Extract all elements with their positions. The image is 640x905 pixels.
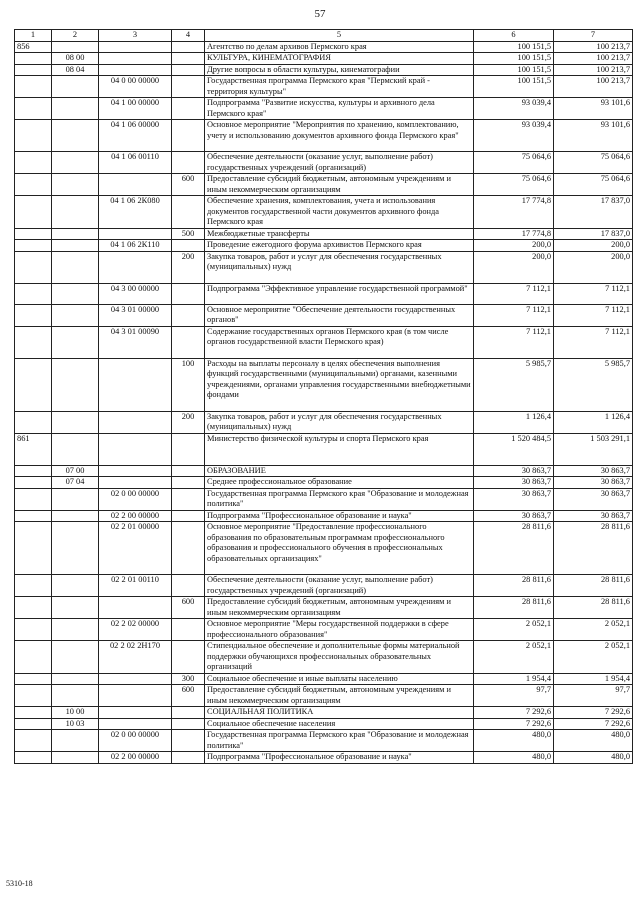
grbs-code-cell: 856 xyxy=(15,41,52,53)
section-code-cell xyxy=(52,411,99,433)
target-article-cell xyxy=(99,228,172,240)
grbs-code-cell xyxy=(15,411,52,433)
header-cell: 5 xyxy=(205,30,474,42)
table-row xyxy=(15,174,633,196)
section-code-cell xyxy=(52,120,99,152)
description-cell: Предоставление субсидий бюджетным, автономным учреждениям и иным некоммерческим организациям xyxy=(205,685,474,707)
expense-type-cell: 600 xyxy=(172,685,205,707)
grbs-code-cell xyxy=(15,707,52,719)
grbs-code-cell xyxy=(15,251,52,283)
grbs-code-cell xyxy=(15,718,52,730)
section-code-cell xyxy=(52,510,99,522)
expense-type-cell xyxy=(172,53,205,65)
table-row xyxy=(15,228,633,240)
header-cell: 4 xyxy=(172,30,205,42)
header-cell: 7 xyxy=(554,30,633,42)
target-article-cell xyxy=(99,174,172,196)
section-code-cell: 07 04 xyxy=(52,477,99,489)
target-article-cell: 02 0 00 00000 xyxy=(99,730,172,752)
description-cell: Обеспечение деятельности (оказание услуг, выполнение работ) государственных учреждений (организаций) xyxy=(205,152,474,174)
amount-2020-cell: 2 052,1 xyxy=(554,641,633,674)
section-code-cell xyxy=(52,433,99,465)
description-cell: Содержание государственных органов Пермского края (в том числе органов государственной власти Пермского края) xyxy=(205,326,474,358)
expense-type-cell xyxy=(172,707,205,719)
amount-2020-cell: 7 112,1 xyxy=(554,304,633,326)
grbs-code-cell xyxy=(15,304,52,326)
target-article-cell: 04 1 06 00110 xyxy=(99,152,172,174)
amount-2019-cell: 30 863,7 xyxy=(474,510,554,522)
section-code-cell: 08 04 xyxy=(52,64,99,76)
description-cell: ОБРАЗОВАНИЕ xyxy=(205,465,474,477)
table-row xyxy=(15,718,633,730)
description-cell: Закупка товаров, работ и услуг для обеспечения государственных (муниципальных) нужд xyxy=(205,251,474,283)
expense-type-cell xyxy=(172,510,205,522)
target-article-cell xyxy=(99,64,172,76)
amount-2020-cell: 1 954,4 xyxy=(554,673,633,685)
table-row xyxy=(15,510,633,522)
grbs-code-cell xyxy=(15,228,52,240)
section-code-cell: 08 00 xyxy=(52,53,99,65)
expense-type-cell xyxy=(172,76,205,98)
grbs-code-cell xyxy=(15,685,52,707)
target-article-cell: 02 2 01 00000 xyxy=(99,522,172,575)
target-article-cell xyxy=(99,477,172,489)
expense-type-cell: 600 xyxy=(172,597,205,619)
expense-type-cell xyxy=(172,152,205,174)
table-row xyxy=(15,98,633,120)
section-code-cell xyxy=(52,283,99,304)
amount-2020-cell: 7 112,1 xyxy=(554,283,633,304)
expense-type-cell xyxy=(172,641,205,674)
grbs-code-cell xyxy=(15,641,52,674)
table-row xyxy=(15,730,633,752)
section-code-cell xyxy=(52,196,99,229)
section-code-cell xyxy=(52,174,99,196)
table-row xyxy=(15,707,633,719)
expense-type-cell xyxy=(172,64,205,76)
section-code-cell xyxy=(52,752,99,764)
description-cell: Предоставление субсидий бюджетным, автономным учреждениям и иным некоммерческим организациям xyxy=(205,597,474,619)
section-code-cell xyxy=(52,251,99,283)
amount-2019-cell: 17 774,8 xyxy=(474,196,554,229)
amount-2020-cell: 75 064,6 xyxy=(554,152,633,174)
expense-type-cell xyxy=(172,240,205,252)
target-article-cell xyxy=(99,685,172,707)
table-row xyxy=(15,575,633,597)
amount-2019-cell: 30 863,7 xyxy=(474,465,554,477)
section-code-cell: 10 00 xyxy=(52,707,99,719)
description-cell: КУЛЬТУРА, КИНЕМАТОГРАФИЯ xyxy=(205,53,474,65)
amount-2019-cell: 17 774,8 xyxy=(474,228,554,240)
table-row xyxy=(15,240,633,252)
description-cell: Подпрограмма "Эффективное управление государственной программой" xyxy=(205,283,474,304)
amount-2019-cell: 1 520 484,5 xyxy=(474,433,554,465)
description-cell: Стипендиальное обеспечение и дополнительные формы материальной поддержки обучающихся профессиональных образовательных организаций xyxy=(205,641,474,674)
amount-2020-cell: 17 837,0 xyxy=(554,196,633,229)
table-row xyxy=(15,76,633,98)
grbs-code-cell xyxy=(15,53,52,65)
grbs-code-cell xyxy=(15,730,52,752)
expense-type-cell: 500 xyxy=(172,228,205,240)
amount-2019-cell: 28 811,6 xyxy=(474,575,554,597)
section-code-cell xyxy=(52,240,99,252)
target-article-cell: 04 1 00 00000 xyxy=(99,98,172,120)
expense-type-cell: 300 xyxy=(172,673,205,685)
description-cell: Государственная программа Пермского края "Образование и молодежная политика" xyxy=(205,730,474,752)
grbs-code-cell xyxy=(15,358,52,411)
header-row xyxy=(15,30,633,42)
expense-type-cell xyxy=(172,326,205,358)
table-row xyxy=(15,196,633,229)
target-article-cell: 04 0 00 00000 xyxy=(99,76,172,98)
amount-2020-cell: 200,0 xyxy=(554,240,633,252)
description-cell: Основное мероприятие "Меры государственной поддержки в сфере профессионального образования" xyxy=(205,619,474,641)
table-row xyxy=(15,283,633,304)
amount-2019-cell: 480,0 xyxy=(474,730,554,752)
amount-2020-cell: 17 837,0 xyxy=(554,228,633,240)
expense-type-cell xyxy=(172,465,205,477)
grbs-code-cell xyxy=(15,283,52,304)
target-article-cell xyxy=(99,251,172,283)
description-cell: Межбюджетные трансферты xyxy=(205,228,474,240)
expense-type-cell xyxy=(172,730,205,752)
table-row xyxy=(15,522,633,575)
amount-2019-cell: 30 863,7 xyxy=(474,477,554,489)
table-row xyxy=(15,465,633,477)
amount-2020-cell: 30 863,7 xyxy=(554,488,633,510)
target-article-cell xyxy=(99,41,172,53)
header-cell: 3 xyxy=(99,30,172,42)
description-cell: Среднее профессиональное образование xyxy=(205,477,474,489)
page-number: 57 xyxy=(314,8,326,20)
amount-2020-cell: 28 811,6 xyxy=(554,597,633,619)
grbs-code-cell xyxy=(15,98,52,120)
table-row xyxy=(15,433,633,465)
amount-2019-cell: 100 151,5 xyxy=(474,76,554,98)
grbs-code-cell xyxy=(15,510,52,522)
expense-type-cell xyxy=(172,619,205,641)
section-code-cell xyxy=(52,619,99,641)
description-cell: Обеспечение хранения, комплектования, учета и использования документов государственной части документов архивного фонда Пермского края xyxy=(205,196,474,229)
grbs-code-cell xyxy=(15,465,52,477)
target-article-cell xyxy=(99,465,172,477)
expense-type-cell xyxy=(172,752,205,764)
table-row xyxy=(15,641,633,674)
amount-2020-cell: 30 863,7 xyxy=(554,510,633,522)
section-code-cell xyxy=(52,522,99,575)
section-code-cell xyxy=(52,326,99,358)
amount-2019-cell: 7 292,6 xyxy=(474,718,554,730)
description-cell: Министерство физической культуры и спорта Пермского края xyxy=(205,433,474,465)
grbs-code-cell xyxy=(15,597,52,619)
expense-type-cell xyxy=(172,575,205,597)
section-code-cell xyxy=(52,304,99,326)
budget-table xyxy=(14,29,633,764)
grbs-code-cell xyxy=(15,619,52,641)
description-cell: СОЦИАЛЬНАЯ ПОЛИТИКА xyxy=(205,707,474,719)
grbs-code-cell xyxy=(15,174,52,196)
grbs-code-cell xyxy=(15,76,52,98)
amount-2020-cell: 100 213,7 xyxy=(554,76,633,98)
grbs-code-cell xyxy=(15,64,52,76)
expense-type-cell xyxy=(172,98,205,120)
amount-2020-cell: 1 503 291,1 xyxy=(554,433,633,465)
description-cell: Предоставление субсидий бюджетным, автономным учреждениям и иным некоммерческим организациям xyxy=(205,174,474,196)
target-article-cell xyxy=(99,718,172,730)
section-code-cell xyxy=(52,152,99,174)
amount-2020-cell: 93 101,6 xyxy=(554,98,633,120)
grbs-code-cell xyxy=(15,477,52,489)
section-code-cell xyxy=(52,228,99,240)
amount-2019-cell: 5 985,7 xyxy=(474,358,554,411)
expense-type-cell: 200 xyxy=(172,411,205,433)
grbs-code-cell xyxy=(15,488,52,510)
description-cell: Государственная программа Пермского края "Образование и молодежная политика" xyxy=(205,488,474,510)
grbs-code-cell xyxy=(15,673,52,685)
section-code-cell xyxy=(52,641,99,674)
table-row xyxy=(15,304,633,326)
target-article-cell: 02 2 02 00000 xyxy=(99,619,172,641)
amount-2019-cell: 7 112,1 xyxy=(474,326,554,358)
section-code-cell xyxy=(52,41,99,53)
amount-2020-cell: 480,0 xyxy=(554,752,633,764)
description-cell: Расходы на выплаты персоналу в целях обеспечения выполнения функций государственными (муниципальными) органами, казенными учреждениями, органами управления государственными внебюджетными фондами xyxy=(205,358,474,411)
grbs-code-cell xyxy=(15,326,52,358)
table-row xyxy=(15,411,633,433)
amount-2019-cell: 100 151,5 xyxy=(474,53,554,65)
amount-2020-cell: 30 863,7 xyxy=(554,477,633,489)
target-article-cell: 02 2 02 2Н170 xyxy=(99,641,172,674)
section-code-cell xyxy=(52,98,99,120)
header-cell: 2 xyxy=(52,30,99,42)
amount-2019-cell: 2 052,1 xyxy=(474,641,554,674)
expense-type-cell xyxy=(172,283,205,304)
amount-2020-cell: 7 112,1 xyxy=(554,326,633,358)
amount-2019-cell: 30 863,7 xyxy=(474,488,554,510)
amount-2019-cell: 100 151,5 xyxy=(474,64,554,76)
description-cell: Основное мероприятие "Обеспечение деятельности государственных органов" xyxy=(205,304,474,326)
amount-2019-cell: 7 112,1 xyxy=(474,304,554,326)
grbs-code-cell xyxy=(15,752,52,764)
table-row xyxy=(15,326,633,358)
amount-2019-cell: 2 052,1 xyxy=(474,619,554,641)
section-code-cell xyxy=(52,575,99,597)
amount-2019-cell: 7 292,6 xyxy=(474,707,554,719)
expense-type-cell xyxy=(172,718,205,730)
amount-2019-cell: 200,0 xyxy=(474,251,554,283)
amount-2020-cell: 5 985,7 xyxy=(554,358,633,411)
amount-2020-cell: 28 811,6 xyxy=(554,575,633,597)
amount-2019-cell: 75 064,6 xyxy=(474,174,554,196)
table-row xyxy=(15,673,633,685)
expense-type-cell: 200 xyxy=(172,251,205,283)
section-code-cell: 07 00 xyxy=(52,465,99,477)
section-code-cell xyxy=(52,730,99,752)
amount-2020-cell: 7 292,6 xyxy=(554,718,633,730)
table-row xyxy=(15,152,633,174)
target-article-cell: 02 2 00 00000 xyxy=(99,510,172,522)
target-article-cell: 04 1 06 2К080 xyxy=(99,196,172,229)
footer-code: 5310-18 xyxy=(6,879,33,888)
amount-2020-cell: 200,0 xyxy=(554,251,633,283)
expense-type-cell xyxy=(172,488,205,510)
amount-2019-cell: 75 064,6 xyxy=(474,152,554,174)
amount-2020-cell: 7 292,6 xyxy=(554,707,633,719)
grbs-code-cell xyxy=(15,575,52,597)
description-cell: Агентство по делам архивов Пермского края xyxy=(205,41,474,53)
amount-2019-cell: 100 151,5 xyxy=(474,41,554,53)
table-row xyxy=(15,64,633,76)
amount-2020-cell: 1 126,4 xyxy=(554,411,633,433)
amount-2019-cell: 1 954,4 xyxy=(474,673,554,685)
table-row xyxy=(15,752,633,764)
amount-2020-cell: 100 213,7 xyxy=(554,41,633,53)
amount-2019-cell: 28 811,6 xyxy=(474,522,554,575)
expense-type-cell xyxy=(172,522,205,575)
expense-type-cell: 100 xyxy=(172,358,205,411)
target-article-cell xyxy=(99,673,172,685)
table-row xyxy=(15,477,633,489)
grbs-code-cell xyxy=(15,120,52,152)
table-row xyxy=(15,685,633,707)
section-code-cell xyxy=(52,685,99,707)
amount-2020-cell: 100 213,7 xyxy=(554,64,633,76)
table-row xyxy=(15,120,633,152)
expense-type-cell xyxy=(172,41,205,53)
description-cell: Государственная программа Пермского края "Пермский край - территория культуры" xyxy=(205,76,474,98)
grbs-code-cell xyxy=(15,240,52,252)
grbs-code-cell xyxy=(15,152,52,174)
expense-type-cell: 600 xyxy=(172,174,205,196)
amount-2020-cell: 100 213,7 xyxy=(554,53,633,65)
expense-type-cell xyxy=(172,196,205,229)
section-code-cell xyxy=(52,673,99,685)
expense-type-cell xyxy=(172,477,205,489)
section-code-cell xyxy=(52,358,99,411)
amount-2019-cell: 480,0 xyxy=(474,752,554,764)
target-article-cell xyxy=(99,411,172,433)
amount-2020-cell: 97,7 xyxy=(554,685,633,707)
amount-2019-cell: 97,7 xyxy=(474,685,554,707)
amount-2019-cell: 93 039,4 xyxy=(474,120,554,152)
table-row xyxy=(15,251,633,283)
target-article-cell: 04 3 00 00000 xyxy=(99,283,172,304)
description-cell: Социальное обеспечение населения xyxy=(205,718,474,730)
table-row xyxy=(15,358,633,411)
target-article-cell: 02 0 00 00000 xyxy=(99,488,172,510)
description-cell: Проведение ежегодного форума архивистов Пермского края xyxy=(205,240,474,252)
section-code-cell xyxy=(52,76,99,98)
amount-2019-cell: 93 039,4 xyxy=(474,98,554,120)
description-cell: Подпрограмма "Развитие искусства, культуры и архивного дела Пермского края" xyxy=(205,98,474,120)
expense-type-cell xyxy=(172,120,205,152)
description-cell: Основное мероприятие "Мероприятия по хранению, комплектованию, учету и использованию документов архивного фонда Пермского края" xyxy=(205,120,474,152)
target-article-cell xyxy=(99,358,172,411)
amount-2020-cell: 75 064,6 xyxy=(554,174,633,196)
description-cell: Подпрограмма "Профессиональное образование и наука" xyxy=(205,510,474,522)
header-cell: 1 xyxy=(15,30,52,42)
amount-2019-cell: 200,0 xyxy=(474,240,554,252)
amount-2019-cell: 1 126,4 xyxy=(474,411,554,433)
amount-2020-cell: 480,0 xyxy=(554,730,633,752)
table-row xyxy=(15,619,633,641)
target-article-cell xyxy=(99,433,172,465)
section-code-cell xyxy=(52,488,99,510)
amount-2019-cell: 7 112,1 xyxy=(474,283,554,304)
amount-2020-cell: 30 863,7 xyxy=(554,465,633,477)
table-row xyxy=(15,488,633,510)
grbs-code-cell xyxy=(15,522,52,575)
grbs-code-cell: 861 xyxy=(15,433,52,465)
target-article-cell: 04 3 01 00090 xyxy=(99,326,172,358)
amount-2019-cell: 28 811,6 xyxy=(474,597,554,619)
target-article-cell: 02 2 00 00000 xyxy=(99,752,172,764)
amount-2020-cell: 2 052,1 xyxy=(554,619,633,641)
description-cell: Основное мероприятие "Предоставление профессионального образования по образовательным программам профессионального образования и профессионального обучения в профессиональных образовательных организациях" xyxy=(205,522,474,575)
section-code-cell xyxy=(52,597,99,619)
target-article-cell xyxy=(99,707,172,719)
target-article-cell: 04 1 06 2К110 xyxy=(99,240,172,252)
header-cell: 6 xyxy=(474,30,554,42)
description-cell: Закупка товаров, работ и услуг для обеспечения государственных (муниципальных) нужд xyxy=(205,411,474,433)
section-code-cell: 10 03 xyxy=(52,718,99,730)
description-cell: Другие вопросы в области культуры, кинематографии xyxy=(205,64,474,76)
expense-type-cell xyxy=(172,304,205,326)
target-article-cell: 04 3 01 00000 xyxy=(99,304,172,326)
description-cell: Подпрограмма "Профессиональное образование и наука" xyxy=(205,752,474,764)
target-article-cell xyxy=(99,597,172,619)
target-article-cell xyxy=(99,53,172,65)
table-row xyxy=(15,597,633,619)
amount-2020-cell: 28 811,6 xyxy=(554,522,633,575)
expense-type-cell xyxy=(172,433,205,465)
description-cell: Социальное обеспечение и иные выплаты населению xyxy=(205,673,474,685)
target-article-cell: 02 2 01 00110 xyxy=(99,575,172,597)
description-cell: Обеспечение деятельности (оказание услуг, выполнение работ) государственных учреждений (организаций) xyxy=(205,575,474,597)
table-row xyxy=(15,41,633,53)
table-row xyxy=(15,53,633,65)
grbs-code-cell xyxy=(15,196,52,229)
amount-2020-cell: 93 101,6 xyxy=(554,120,633,152)
target-article-cell: 04 1 06 00000 xyxy=(99,120,172,152)
